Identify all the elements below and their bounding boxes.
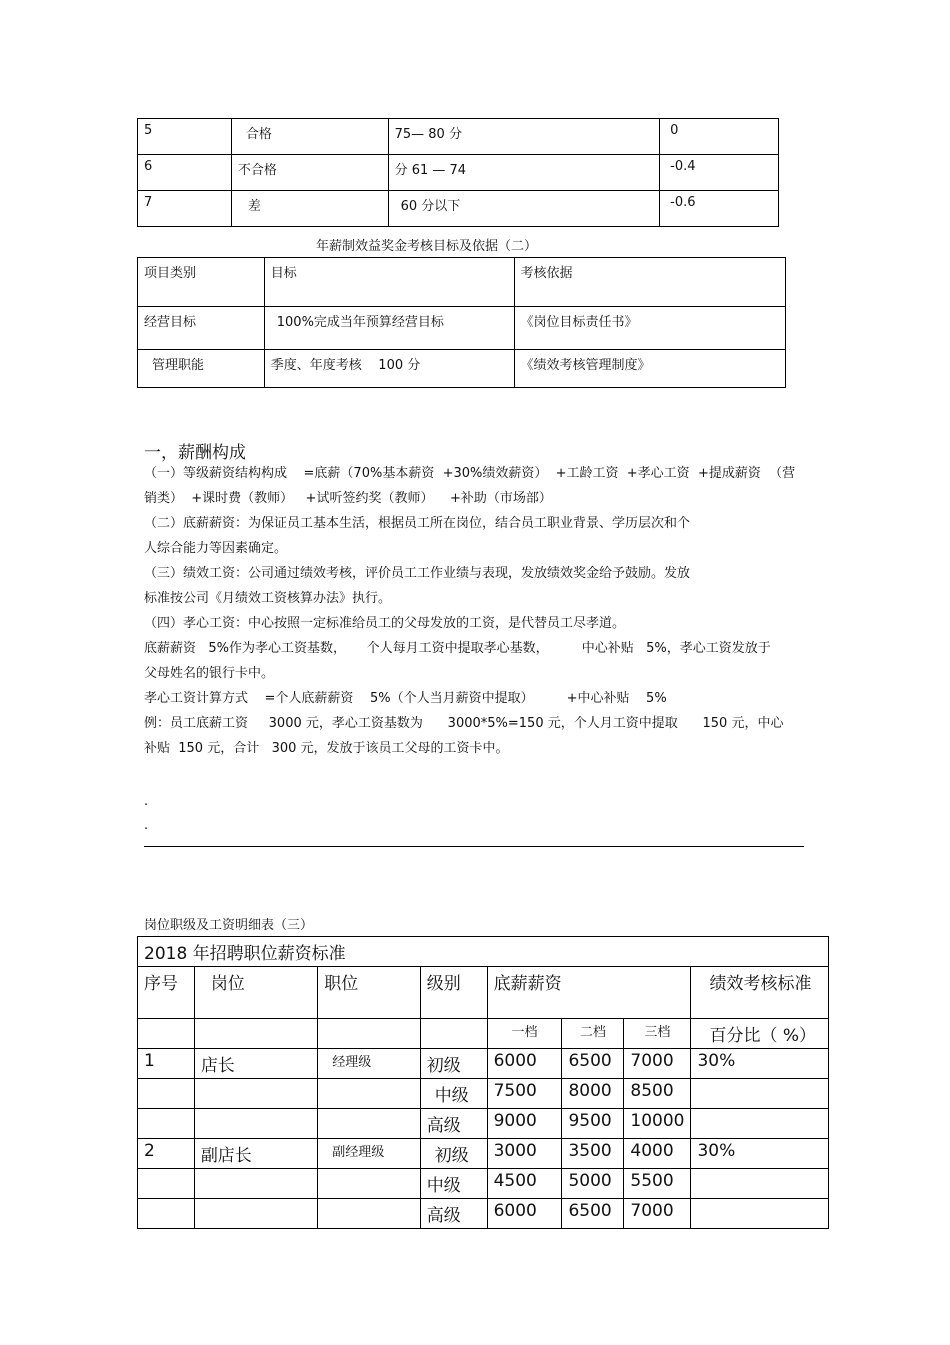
- table3-caption: 岗位职级及工资明细表（三）: [144, 918, 314, 933]
- table-cell: 《岗位目标责任书》: [514, 307, 785, 350]
- table-cell: 0: [660, 119, 779, 155]
- table-cell: 5500: [624, 1169, 691, 1199]
- table-row: [138, 155, 779, 191]
- table-row: [138, 307, 786, 350]
- table-cell: 初级: [420, 1139, 487, 1169]
- table-cell: -0.4: [660, 155, 779, 191]
- text-line: 例：员工底薪工资 3000 元，孝心工资基数为 3000*5%=150 元，个人月工资中提取 150 元，中心: [144, 716, 784, 731]
- table-cell: 3000: [487, 1139, 562, 1169]
- table-cell: 2: [138, 1139, 195, 1169]
- table-cell: 6000: [487, 1199, 562, 1229]
- dot-mark: .: [144, 818, 149, 833]
- table-cell: 30%: [691, 1139, 829, 1169]
- text-line: 父母姓名的银行卡中。: [144, 666, 275, 681]
- table-cell: 初级: [420, 1049, 487, 1079]
- text-line: 底薪薪资 5%作为孝心工资基数， 个人每月工资中提取孝心基数， 中心补贴 5%，孝心工资发放于: [144, 641, 771, 656]
- header-cell: 序号: [138, 967, 195, 1019]
- header-cell: 级别: [420, 967, 487, 1019]
- table-cell: 6500: [562, 1049, 624, 1079]
- text-line: （四）孝心工资：中心按照一定标准给员工的父母发放的工资，是代替员工尽孝道。: [144, 616, 626, 631]
- table-cell: 6: [138, 155, 232, 191]
- table-row: [138, 1199, 829, 1229]
- table-cell: 8500: [624, 1079, 691, 1109]
- header-cell: 底薪薪资: [487, 967, 691, 1019]
- table-header-row: [138, 967, 829, 1019]
- table-cell: 60 分以下: [388, 191, 660, 227]
- table-cell: 10000: [624, 1109, 691, 1139]
- table-cell: 4000: [624, 1139, 691, 1169]
- table-row: [138, 1079, 829, 1109]
- header-cell: 职位: [318, 967, 421, 1019]
- table-cell: 4500: [487, 1169, 562, 1199]
- table-cell: 9000: [487, 1109, 562, 1139]
- grade-table: [137, 118, 779, 227]
- table-cell: 7: [138, 191, 232, 227]
- table-cell: 1: [138, 1049, 195, 1079]
- table-row: [138, 350, 786, 388]
- text-line: （二）底薪薪资：为保证员工基本生活，根据员工所在岗位，结合员工职业背景、学历层次和个: [144, 516, 691, 531]
- header-cell: 项目类别: [138, 258, 265, 307]
- section-heading: 一，薪酬构成: [144, 443, 246, 463]
- table-cell: 8000: [562, 1079, 624, 1109]
- text-line: 补贴 150 元，合计 300 元，发放于该员工父母的工资卡中。: [144, 741, 509, 756]
- text-line: （一）等级薪资结构构成 =底薪（70%基本薪资 +30%绩效薪资） +工龄工资 +孝心工资 +提成薪资 （营: [144, 466, 796, 481]
- table-cell: 差: [231, 191, 388, 227]
- table2-caption: 年薪制效益奖金考核目标及依据（二）: [316, 239, 538, 254]
- table-cell: -0.6: [660, 191, 779, 227]
- text-line: （三）绩效工资：公司通过绩效考核，评价员工工作业绩与表现，发放绩效奖金给予鼓励。发放: [144, 566, 691, 581]
- table-cell: 5000: [562, 1169, 624, 1199]
- table-cell: 分 61 — 74: [388, 155, 660, 191]
- table-cell: 6500: [562, 1199, 624, 1229]
- table-cell: 100%完成当年预算经营目标: [264, 307, 514, 350]
- header-cell: 绩效考核标准: [691, 967, 829, 1019]
- table-cell: 季度、年度考核 100 分: [264, 350, 514, 388]
- table-cell: 合格: [231, 119, 388, 155]
- tier-cell: 一档: [487, 1019, 562, 1049]
- bonus-target-table: [137, 257, 786, 388]
- tier-cell: 三档: [624, 1019, 691, 1049]
- table-cell: 30%: [691, 1049, 829, 1079]
- tier-cell: 二档: [562, 1019, 624, 1049]
- table-cell: 75— 80 分: [388, 119, 660, 155]
- table-cell: 7000: [624, 1049, 691, 1079]
- salary-standard-table: [137, 936, 829, 1229]
- table-cell: 6000: [487, 1049, 562, 1079]
- table-cell: 副经理级: [318, 1139, 421, 1169]
- table-cell: 高级: [420, 1109, 487, 1139]
- table-row: [138, 191, 779, 227]
- table-cell: 店长: [194, 1049, 317, 1079]
- table-subheader-row: [138, 1019, 829, 1049]
- table-title: 2018 年招聘职位薪资标准: [138, 937, 829, 967]
- table-cell: 不合格: [231, 155, 388, 191]
- table-header-row: [138, 258, 786, 307]
- table-title-row: [138, 937, 829, 967]
- table-cell: 经营目标: [138, 307, 265, 350]
- dot-mark: .: [144, 794, 149, 809]
- divider: [144, 846, 804, 847]
- table-cell: 《绩效考核管理制度》: [514, 350, 785, 388]
- table-cell: 中级: [420, 1079, 487, 1109]
- table-cell: 管理职能: [138, 350, 265, 388]
- paragraph-block: [144, 461, 795, 761]
- table-cell: 7500: [487, 1079, 562, 1109]
- table-row: [138, 1169, 829, 1199]
- text-line: 孝心工资计算方式 =个人底薪薪资 5%（个人当月薪资中提取） +中心补贴 5%: [144, 691, 667, 706]
- text-line: 人综合能力等因素确定。: [144, 541, 288, 556]
- table-cell: 中级: [420, 1169, 487, 1199]
- header-cell: 岗位: [194, 967, 317, 1019]
- table-row: [138, 119, 779, 155]
- table-cell: 9500: [562, 1109, 624, 1139]
- table-cell: 高级: [420, 1199, 487, 1229]
- header-cell: 考核依据: [514, 258, 785, 307]
- table-row: [138, 1139, 829, 1169]
- text-line: 销类） +课时费（教师） +试听签约奖（教师） +补助（市场部）: [144, 491, 552, 506]
- table-cell: 经理级: [318, 1049, 421, 1079]
- header-cell: 目标: [264, 258, 514, 307]
- table-cell: 5: [138, 119, 232, 155]
- table-cell: 副店长: [194, 1139, 317, 1169]
- text-line: 标准按公司《月绩效工资核算办法》执行。: [144, 591, 392, 606]
- table-row: [138, 1049, 829, 1079]
- table-row: [138, 1109, 829, 1139]
- table-cell: 7000: [624, 1199, 691, 1229]
- header-cell: 百分比（ %）: [691, 1019, 829, 1049]
- table-cell: 3500: [562, 1139, 624, 1169]
